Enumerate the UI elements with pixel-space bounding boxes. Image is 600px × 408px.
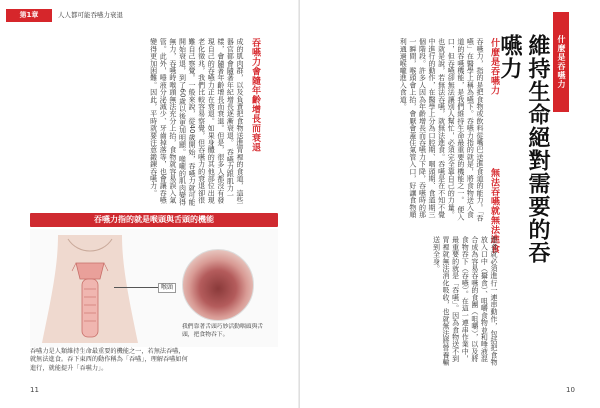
mouth-caption: 我們靠著舌頭巧妙活動咽頭與舌頭，把食物吞下。 <box>182 324 264 338</box>
chapter-label: 第1章 <box>6 9 52 22</box>
body-cannot-eat: 進食就必須進行一連串動作，包括把食物放入口中（攝食）、咀嚼食物並和唾液混合成為容易吞嚥的食團（咀嚼），以及將食物吞下（吞嚥）。在這一連串作業中，最重要的就是「吞嚥」。因為食物送不到胃裡就無法消化吸收，也就無法將營養輸送到全身。 <box>432 236 498 366</box>
page-number-left: 11 <box>30 386 39 394</box>
left-main-text: 吞嚥力跟肌力一樣，會隨著年齡增長而衰退。但是，很多人都沒有發現自己的吞嚥力正在衰退。如果身體的其他部位出現老化徵兆，我們比較容易察覺，但吞嚥力的衰退卻很難自己察覺。一般來說，從40歲開始，吞嚥力就可能開始衰退，到了60歲以後更加明顯。喉嚨的肌肉變得無力，吞嚥時喉頭無法充分上抬，食物就容易誤入氣管。此外，唾液分泌減少、牙齒掉落等，也會讓吞嚥變得更加困難。因此，平時就要注意鍛鍊吞嚥力。 <box>149 38 235 206</box>
neck-anatomy-image <box>38 235 142 343</box>
right-body-text-1 <box>328 38 484 222</box>
illustration-band: 吞嚥力指的就是喉頭與舌頭的機能 <box>30 213 278 227</box>
left-top-text: 成的肌肉群，以及負責把食物送進胃裡的食道，這些器官都會隨著年紀增長逐漸衰退。 <box>226 38 244 204</box>
body-continued: 便入口，但吞嚥卻無法讓別人幫忙，必須完全靠自己的力量。也就是說，若無法吞嚥，就無法進食。吞嚥是在不知不覺中進行的動作，在醫學上分為口腔期、咽頭期、食道期三個階段。許多人因為年齡增長而吞嚥力下降，吞嚥時的那一瞬間，喉頭會上抬，會厭會蓋住氣管入口，好讓食物順利通過喉嚨進入食道。 <box>399 38 465 221</box>
open-mouth-image <box>182 249 254 321</box>
label-leader-line <box>114 287 158 288</box>
larynx-label: 喉頭 <box>158 283 176 293</box>
illustration-caption: 吞嚥力是人類維持生命最重要的機能之一，若無法吞嚥，就無法進食。吞下東西的動作稱為「吞嚥」，理解吞嚥如何進行，就能提升「吞嚥力」。 <box>30 348 188 372</box>
section-tag: 什麼是吞嚥力 <box>553 12 569 112</box>
page-number-right: 10 <box>566 386 575 394</box>
subheading-cannot-eat: 無法吞嚥就無法進食 <box>489 168 499 254</box>
left-body-text <box>58 38 244 206</box>
throat-illustration <box>30 229 278 347</box>
left-subheading: 吞嚥力會隨年齡增長而衰退 <box>250 38 260 152</box>
body-what-is: 吞嚥力，指的是把食物或飲料從嘴巴送進食道的能力。「吞嚥」在醫學上稱為嚥下。吞嚥力指的就是，將食物送入食道的吞嚥機能，是我們維持生命最重要的機能之一。 <box>456 38 484 222</box>
subheading-what-is: 什麼是吞嚥力 <box>489 38 499 95</box>
chapter-title: 人人都可能吞嚥力衰退 <box>58 11 123 19</box>
main-title: 維持生命絕對需要的吞嚥力 <box>497 34 550 264</box>
